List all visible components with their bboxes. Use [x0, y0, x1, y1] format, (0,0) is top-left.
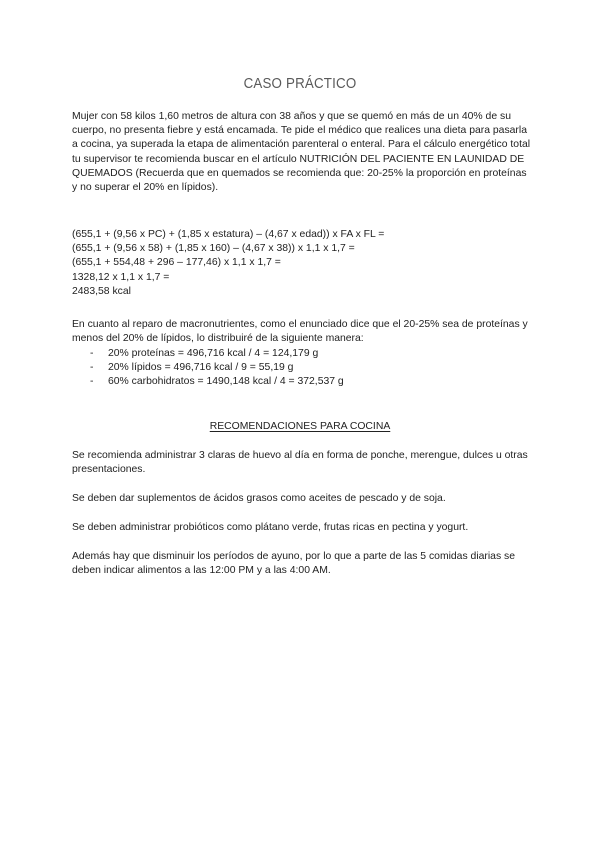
list-item — [72, 347, 532, 361]
list-item-text: 20% lípidos = 496,716 kcal / 9 = 55,19 g — [108, 362, 294, 374]
macronutrients-list — [72, 347, 532, 390]
recommendations-heading-text: RECOMENDACIONES PARA COCINA — [209, 421, 391, 432]
list-dash: - — [90, 376, 94, 388]
macronutrients-paragraph: En cuanto al reparo de macronutrientes, como el enunciado dice que el 20-25% sea de proteínas y menos del 20% de lípidos, lo distribuiré de la siguiente manera: — [72, 319, 528, 345]
case-statement-paragraph: Mujer con 58 kilos 1,60 metros de altura con 38 años y que se quemó en más de un 40% de su cuerpo, no presenta fiebre y está encamada. Te pide el médico que realices una dieta para pasarla a cocina, ya superada la etapa de alimentación parenteral o enteral. Para el cálculo energético total tu supervisor te recomienda buscar en el artículo NUTRICIÓN DEL PACIENTE EN LAUNIDAD DE QUEMADOS (Recuerda que en quemados se recomienda que: 20-25% la proporción en proteínas y no superar el 20% en lípidos). — [72, 111, 531, 194]
energy-calculation — [72, 228, 532, 299]
list-item-text: 60% carbohidratos = 1490,148 kcal / 4 = 372,537 g — [108, 376, 344, 388]
formula-result: 2483,58 kcal — [72, 285, 131, 297]
recommendations-heading — [0, 420, 600, 434]
recommendation-paragraph: Se deben dar suplementos de ácidos grasos como aceites de pescado y de soja. — [72, 493, 446, 504]
list-dash: - — [90, 362, 94, 374]
formula-line: (655,1 + (9,56 x 58) + (1,85 x 160) – (4,67 x 38)) x 1,1 x 1,7 = — [72, 243, 355, 255]
recommendation-paragraph: Se recomienda administrar 3 claras de huevo al día en forma de ponche, merengue, dulces u otras presentaciones. — [72, 450, 528, 476]
recommendation-paragraph: Se deben administrar probióticos como plátano verde, frutas ricas en pectina y yogurt. — [72, 522, 469, 533]
formula-line: 1328,12 x 1,1 x 1,7 = — [72, 271, 170, 283]
formula-line: (655,1 + (9,56 x PC) + (1,85 x estatura) – (4,67 x edad)) x FA x FL = — [72, 229, 385, 240]
list-item — [72, 361, 532, 375]
list-item-text: 20% proteínas = 496,716 kcal / 4 = 124,179 g — [108, 348, 319, 359]
list-item — [72, 375, 532, 389]
list-dash: - — [90, 348, 94, 359]
formula-line: (655,1 + 554,48 + 296 – 177,46) x 1,1 x 1,7 = — [72, 257, 281, 269]
page-title: CASO PRÁCTICO — [243, 76, 357, 92]
recommendation-paragraph: Además hay que disminuir los períodos de ayuno, por lo que a parte de las 5 comidas diarias se deben indicar alimentos a las 12:00 PM y a las 4:00 AM. — [72, 551, 516, 577]
